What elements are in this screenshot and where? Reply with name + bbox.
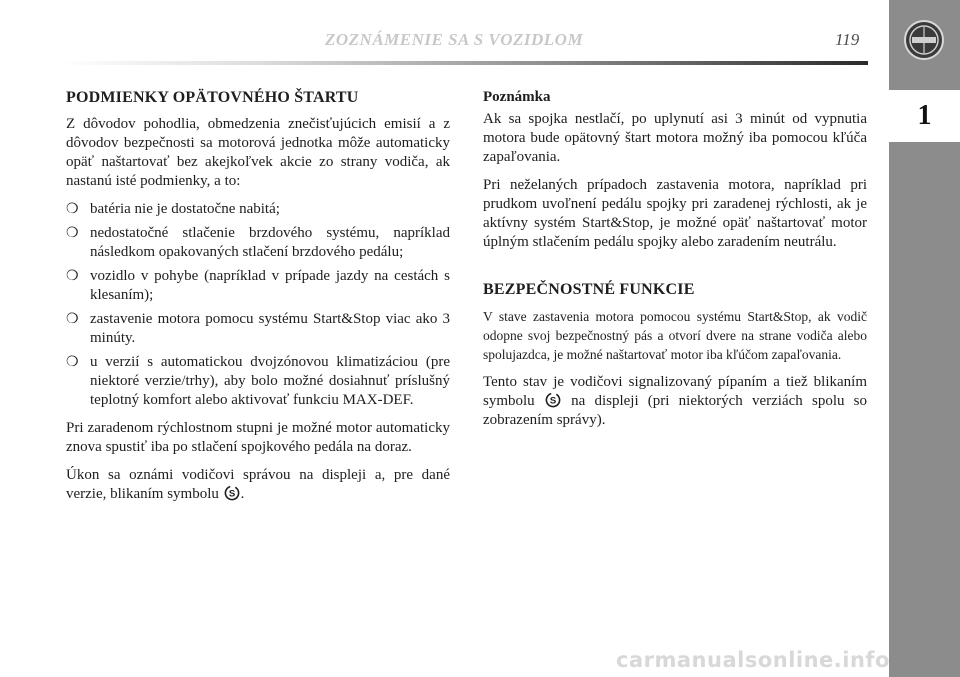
bullet-glyph: ❍ [66,226,79,241]
note-heading: Poznámka [483,89,551,105]
bullet-glyph: ❍ [66,269,79,284]
right-column [483,89,867,439]
svg-text:S: S [549,395,557,407]
list-item: ❍ batéria nie je dostatočne nabitá; [66,201,280,217]
list-item: ❍ nedostatočné stlačenie brzdového systému, napríklad následkom opakovaných stlačení brzdového pedálu; [66,225,450,260]
left-column [66,89,450,513]
intro-paragraph: Z dôvodov pohodlia, obmedzenia znečisťujúcich emisií a z dôvodov bezpečnosti sa motorová jednotka môže automaticky opäť naštartovať bez akejkoľvek akcie zo strany vodiča, ak nastanú isté podmienky, a to: [66,116,450,189]
chapter-tab[interactable]: 1 [889,90,960,142]
svg-text:S: S [228,488,235,500]
lancia-logo-icon [904,20,944,60]
list-item: ❍ vozidlo v pohybe (napríklad v prípade jazdy na cestách s klesaním); [66,268,450,303]
list-item: ❍ zastavenie motora pomocu systému Start&Stop viac ako 3 minúty. [66,311,450,346]
gear-restart-paragraph: Pri zaradenom rýchlostnom stupni je možné motor automaticky znova spustiť iba po stlačení spojkového pedála na doraz. [66,420,450,455]
header-rule [60,61,868,65]
note-paragraph: Ak sa spojka nestlačí, po uplynutí asi 3 minút od vypnutia motora bude opätovný štart motora možný iba pomocou kľúča zapaľovania. [483,111,867,165]
start-stop-symbol-icon [545,392,561,408]
display-message-paragraph: Úkon sa oznámi vodičovi správou na displeji a, pre dané verzie, blikaním symbolu S . [66,467,450,502]
start-stop-symbol-icon [224,485,240,501]
signal-paragraph: Tento stav je vodičovi signalizovaný pípaním a tiež blikaním symbolu S na displeji (pri niektorých verziách spolu so zobrazením správy). [483,374,868,428]
bullet-glyph: ❍ [66,312,79,327]
section-heading-restart: PODMIENKY OPÄTOVNÉHO ŠTARTU [66,89,359,106]
watermark: carmanualsonline.info [616,648,890,672]
stall-paragraph: Pri neželaných prípadoch zastavenia motora, napríklad pri prudkom uvoľnení pedálu spojky pri zaradenej rýchlosti, ak je aktívny systém Start&Stop, je možné opäť naštartovať motor úplným stlačením pedálu spojky alebo zaradením neutrálu. [483,177,867,250]
section-heading-safety: BEZPEČNOSTNÉ FUNKCIE [483,281,695,298]
bullet-glyph: ❍ [66,355,79,370]
list-item: ❍ u verzií s automatickou dvojzónovou klimatizáciou (pre niektoré verzie/trhy), aby bolo možné dosiahnuť príslušný teplotný komfort alebo aktivovať funkciu MAX-DEF. [66,354,450,408]
page-number: 119 [835,30,860,49]
page-header-title: ZOZNÁMENIE SA S VOZIDLOM [325,30,584,49]
bullet-glyph: ❍ [66,202,79,217]
conditions-list [66,200,450,410]
safety-paragraph: V stave zastavenia motora pomocou systému Start&Stop, ak vodič odopne svoj bezpečnostný pás a otvorí dvere na strane vodiča alebo spolujazdca, je možné naštartovať motor iba kľúčom zapaľovania. [483,309,867,362]
